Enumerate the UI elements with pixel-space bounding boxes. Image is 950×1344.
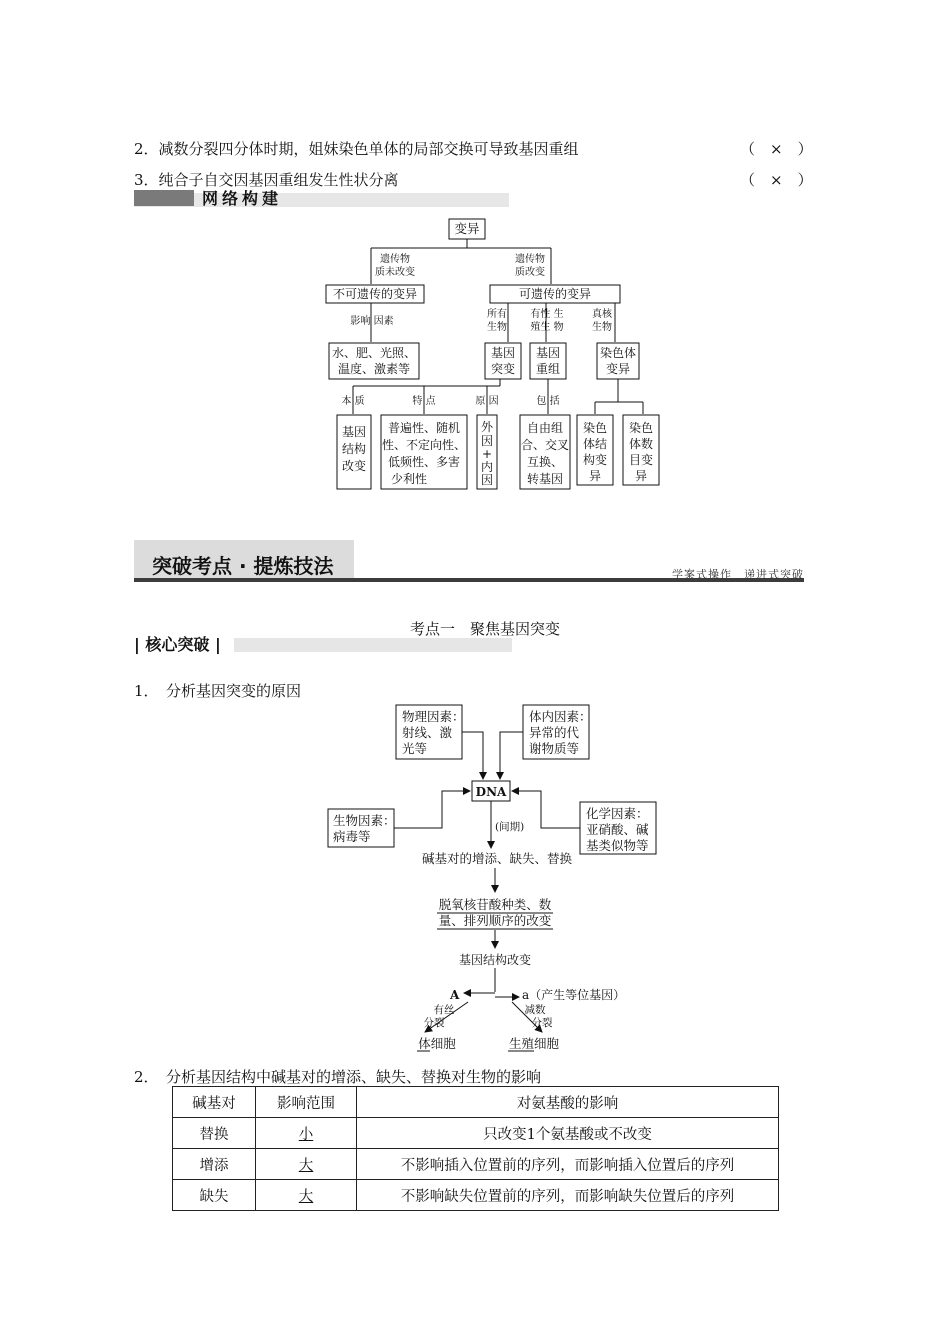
essence-l3: 改变 (341, 459, 367, 473)
all-organisms-l1: 所有 (487, 309, 507, 320)
table-cell: 增添 (173, 1149, 256, 1180)
left-branch-l1: 遗传物 (380, 254, 410, 265)
somatic-label: 体细胞 (418, 1036, 456, 1051)
feature-l4: 少利性 (390, 472, 428, 486)
meiosis-l2: 分裂 (531, 1017, 553, 1029)
question-2: 2．减数分裂四分体时期，姐妹染色单体的局部交换可导致基因重组 (134, 140, 579, 158)
topic-title: 考点一 聚焦基因突变 (410, 620, 561, 638)
allele-A-label: A (450, 988, 460, 1002)
deoxy-l2: 量、排列顺序的改变 (438, 913, 552, 928)
feature-l3: 低频性、多害 (387, 455, 461, 469)
table-cell: 大 (256, 1149, 357, 1180)
table-cell: 替换 (173, 1118, 256, 1149)
mutation-l2: 突变 (490, 362, 516, 376)
feature-label: 特 点 (412, 396, 436, 407)
chrom-num-l1: 染色 (628, 421, 654, 435)
allele-a-label: a（产生等位基因） (522, 988, 626, 1002)
deoxy-l1: 脱氧核苷酸种类、数 (438, 897, 552, 912)
sexual-l2: 殖生 物 (530, 322, 564, 333)
root-label: 变异 (454, 221, 480, 236)
table-header: 碱基对 (173, 1087, 256, 1118)
base-change-label: 碱基对的增添、缺失、替换 (421, 851, 573, 866)
recomb-types-l1: 自由组 (526, 421, 564, 435)
chemical-l3: 基类似物等 (586, 838, 649, 853)
chrom-struct-l1: 染色 (582, 421, 608, 435)
biological-l1: 生物因素： (333, 813, 396, 828)
effects-table (172, 1086, 779, 1211)
question-3: 3．纯合子自交因基因重组发生性状分离 (134, 171, 399, 189)
table-header-row (173, 1087, 779, 1118)
influence-l2: 温度、激素等 (337, 362, 411, 376)
all-organisms-l2: 生物 (487, 322, 507, 333)
item-2: 2． 分析基因结构中碱基对的增添、缺失、替换对生物的影响 (134, 1068, 542, 1086)
table-cell: 小 (256, 1118, 357, 1149)
section-subtitle: 学案式操作 递进式突破 (672, 568, 804, 581)
cause-l4: 内 (480, 460, 494, 474)
chemical-l1: 化学因素： (586, 806, 649, 821)
table-cell: 只改变1个氨基酸或不改变 (357, 1118, 779, 1149)
table-row (173, 1118, 779, 1149)
table-cell: 不影响缺失位置前的序列，而影响缺失位置后的序列 (357, 1180, 779, 1211)
chrom-struct-l4: 异 (588, 469, 602, 483)
table-cell: 不影响插入位置前的序列，而影响插入位置后的序列 (357, 1149, 779, 1180)
table-row (173, 1149, 779, 1180)
feature-l1: 普遍性、随机 (387, 421, 461, 435)
sexual-l1: 有性 生 (530, 309, 564, 320)
item-1: 1． 分析基因突变的原因 (134, 682, 302, 700)
section-title: 突破考点 · 提炼技法 (152, 554, 334, 578)
internal-l1: 体内因素： (529, 709, 592, 724)
cause-label: 原 因 (475, 396, 499, 407)
recomb-types-l2: 合、交叉 (520, 438, 570, 452)
mutation-l1: 基因 (490, 346, 516, 360)
question-2-answer: （ × ） (740, 140, 813, 158)
mitosis-l1: 有丝 (433, 1004, 455, 1016)
table-cell: 大 (256, 1180, 357, 1211)
right-branch-l2: 质改变 (515, 267, 545, 278)
chrom-struct-l2: 体结 (582, 437, 608, 451)
eukaryote-l2: 生物 (592, 322, 612, 333)
table-cell: 缺失 (173, 1180, 256, 1211)
chrom-l1: 染色体 (599, 346, 637, 360)
table-header: 对氨基酸的影响 (357, 1087, 779, 1118)
question-3-answer: （ × ） (740, 171, 813, 189)
interphase-label: (间期) (495, 821, 525, 833)
meiosis-l1: 减数 (524, 1004, 546, 1016)
biological-l2: 病毒等 (333, 829, 371, 844)
left-branch-l2: 质未改变 (375, 267, 415, 278)
cause-l5: 因 (480, 473, 494, 487)
feature-l2: 性、不定向性、 (381, 438, 467, 452)
essence-l1: 基因 (341, 425, 367, 439)
cause-l2: 因 (480, 434, 494, 448)
table-row (173, 1180, 779, 1211)
essence-label: 本 质 (341, 396, 365, 407)
recomb-types-l3: 互换、 (526, 455, 564, 469)
heritable-label: 可遗传的变异 (518, 287, 592, 301)
dna-label: DNA (475, 785, 507, 799)
mitosis-l2: 分裂 (423, 1017, 445, 1029)
right-branch-l1: 遗传物 (515, 254, 545, 265)
eukaryote-l1: 真核 (592, 309, 612, 320)
chrom-num-l2: 体数 (628, 437, 654, 451)
chrom-struct-l3: 构变 (582, 453, 608, 467)
essence-l2: 结构 (341, 442, 367, 456)
influence-l1: 水、肥、光照、 (331, 346, 417, 360)
core-banner-title: | 核心突破 | (134, 635, 221, 654)
germ-label: 生殖细胞 (508, 1036, 560, 1051)
internal-l2: 异常的代 (529, 725, 580, 740)
chrom-l2: 变异 (605, 362, 631, 376)
physical-l2: 射线、激 (402, 725, 453, 740)
include-label: 包 括 (536, 396, 560, 407)
physical-l3: 光等 (402, 741, 428, 756)
internal-l3: 谢物质等 (529, 741, 580, 756)
recomb-l2: 重组 (535, 362, 561, 376)
cause-l1: 外 (480, 420, 494, 434)
influence-label: 影响 因素 (350, 316, 394, 327)
cause-l3: + (481, 447, 493, 461)
chemical-l2: 亚硝酸、碱 (586, 822, 649, 837)
recomb-types-l4: 转基因 (526, 472, 564, 486)
non-heritable-label: 不可遗传的变异 (332, 287, 418, 301)
gene-struct-label: 基因结构改变 (458, 953, 532, 967)
chrom-num-l4: 异 (634, 469, 648, 483)
network-banner-title: 网络构建 (202, 189, 283, 208)
table-header: 影响范围 (256, 1087, 357, 1118)
recomb-l1: 基因 (535, 346, 561, 360)
physical-l1: 物理因素： (402, 709, 465, 724)
chrom-num-l3: 目变 (628, 453, 654, 467)
